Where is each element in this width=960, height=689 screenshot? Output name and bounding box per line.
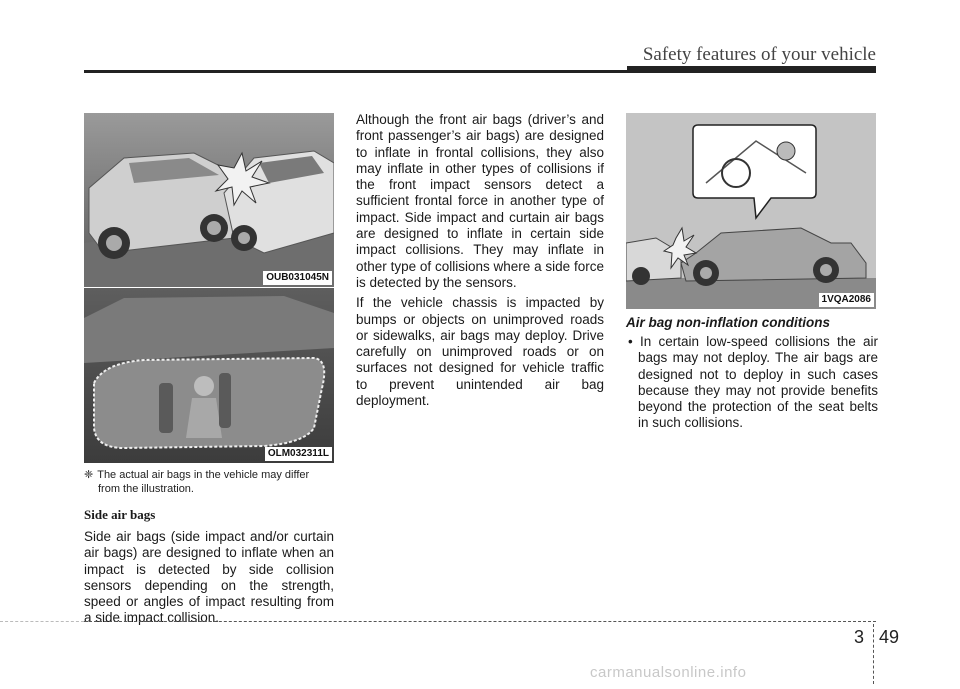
watermark: carmanualsonline.info <box>590 664 747 681</box>
side-air-bags-heading: Side air bags <box>84 507 156 522</box>
suv-collision-illustration <box>626 113 876 309</box>
figure-code: OUB031045N <box>263 271 332 285</box>
page-number-divider <box>873 624 874 684</box>
figure-code: OLM032311L <box>265 447 332 461</box>
note-line-2: from the illustration. <box>98 483 194 495</box>
figure-code: 1VQA2086 <box>819 293 874 307</box>
chassis-impact-paragraph: If the vehicle chassis is impacted by bumps or objects on unimproved roads or sidewalks, air bags may deploy. Drive carefully on unimproved roads or on surfaces not designed for vehicle traffic to prevent unintended air bag deployment. <box>356 295 604 409</box>
page-number: 49 <box>879 627 900 647</box>
non-inflation-heading: Air bag non-inflation conditions <box>626 315 830 330</box>
non-inflation-bullet: • In certain low-speed collisions the air bags may not deploy. The air bags are designed not to deploy in such cases because they may not provide benefits beyond the protection of the seat belts in such collisions. <box>628 334 878 431</box>
footer-rule-left <box>0 621 84 622</box>
note-line-1: The actual air bags in the vehicle may differ <box>97 469 310 481</box>
front-air-bags-paragraph: Although the front air bags (driver’s and front passenger’s air bags) are designed to inflate in frontal collisions, they also may inflate in other types of collisions if the front impact sensors detect a sufficient frontal force in another type of impact. Side impact and curtain air bags are designed to inflate in certain side impact collisions. They may inflate in other type of collisions where a side force is detected by the sensors. <box>356 112 604 290</box>
chapter-number: 3 <box>854 627 865 647</box>
note-symbol: ❈ <box>84 469 94 481</box>
header-rule-accent <box>627 66 876 73</box>
side-air-bags-paragraph: Side air bags (side impact and/or curtain air bags) are designed to inflate when an impact is detected by side collision sensors depending on the strength, speed or angles of impact resulting from a side impact collision. <box>84 529 334 626</box>
side-collision-illustration <box>84 113 334 287</box>
illustration-note <box>84 468 336 496</box>
curtain-airbag-illustration <box>84 288 334 463</box>
section-title: Safety features of your vehicle <box>642 44 876 65</box>
footer-rule <box>84 621 876 622</box>
